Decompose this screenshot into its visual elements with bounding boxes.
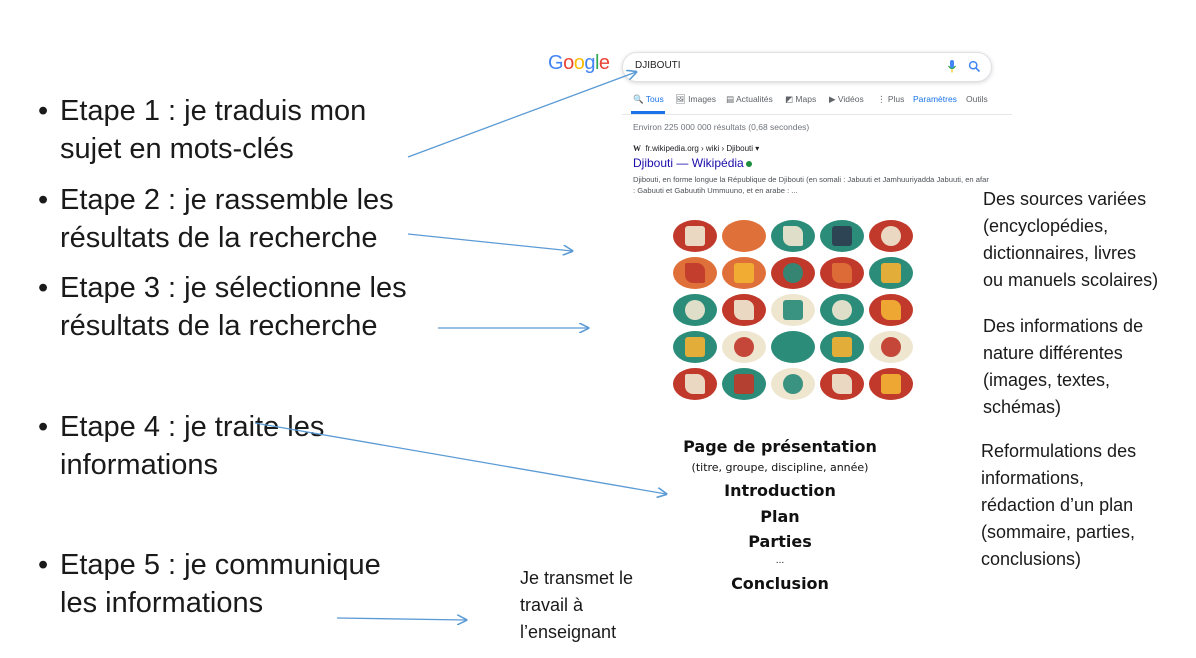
plan-subtitle: (titre, groupe, discipline, année)	[691, 461, 869, 474]
tab-images[interactable]: 🖼 Images	[675, 94, 717, 104]
step-2-line1: Etape 2 : je rassemble les	[60, 184, 394, 216]
tab-outils[interactable]: Outils	[966, 94, 988, 104]
step-3-bullet: •	[38, 272, 49, 304]
plan-title: Page de présentation	[683, 437, 877, 456]
tab-maps[interactable]: ◩ Maps	[785, 94, 817, 104]
tab-plus[interactable]: ⋮ Plus	[877, 94, 905, 104]
note-transmit: Je transmet le travail à l’enseignant	[520, 568, 634, 642]
search-query: DJIBOUTI	[635, 60, 681, 71]
step-4-bullet: •	[38, 411, 49, 443]
step-5-line2: les informations	[60, 587, 264, 619]
step-2-bullet: •	[38, 184, 49, 216]
tab-parametres[interactable]: Paramètres	[913, 94, 957, 104]
tab-tous[interactable]: 🔍 Tous	[633, 94, 664, 104]
plan-parts: Parties	[748, 532, 812, 551]
result-snippet: Djibouti, en forme longue la République de Djibouti (en somali : Jabuuti et Jamhuuriyadda Jabuuti, en afar : Gabuuti et Gabuutih Ummuuno, et en arabe : ...	[633, 175, 989, 195]
note-reformulation: Reformulations des informations, rédaction d’un plan (sommaire, parties, conclusions)	[981, 441, 1137, 569]
tab-videos[interactable]: ▶ Vidéos	[829, 94, 864, 104]
step-4-line1: Etape 4 : je traite les	[60, 411, 325, 443]
step-3-line2: résultats de la recherche	[60, 310, 378, 342]
step-1-line2: sujet en mots-clés	[60, 133, 294, 165]
tab-actualites[interactable]: ▤ Actualités	[726, 94, 773, 104]
step-1-bullet: •	[38, 95, 49, 127]
step-4-line2: informations	[60, 449, 218, 481]
plan-plan: Plan	[760, 507, 800, 526]
result-stats: Environ 225 000 000 résultats (0,68 secondes)	[633, 122, 810, 132]
step-5-bullet: •	[38, 549, 49, 581]
step-5-line1: Etape 5 : je communique	[60, 549, 381, 581]
note-sources: Des sources variées (encyclopédies, dictionnaires, livres ou manuels scolaires)	[983, 189, 1159, 290]
arrow-step1	[408, 72, 636, 157]
arrow-step4	[255, 423, 666, 494]
result-url[interactable]: W fr.wikipedia.org › wiki › Djibouti ▾	[633, 144, 760, 153]
google-logo: Google	[548, 52, 610, 74]
plan-dots: ...	[775, 556, 785, 566]
step-3-line1: Etape 3 : je sélectionne les	[60, 272, 407, 304]
step-1-line1: Etape 1 : je traduis mon	[60, 95, 367, 127]
plan-intro: Introduction	[724, 481, 836, 500]
note-nature: Des informations de nature différentes (images, textes, schémas)	[983, 316, 1144, 417]
result-title[interactable]: Djibouti — Wikipédia	[633, 156, 752, 170]
plan-conclusion: Conclusion	[731, 574, 829, 593]
step-2-line2: résultats de la recherche	[60, 222, 378, 254]
arrow-step2	[408, 234, 572, 251]
arrow-step5	[337, 618, 466, 620]
